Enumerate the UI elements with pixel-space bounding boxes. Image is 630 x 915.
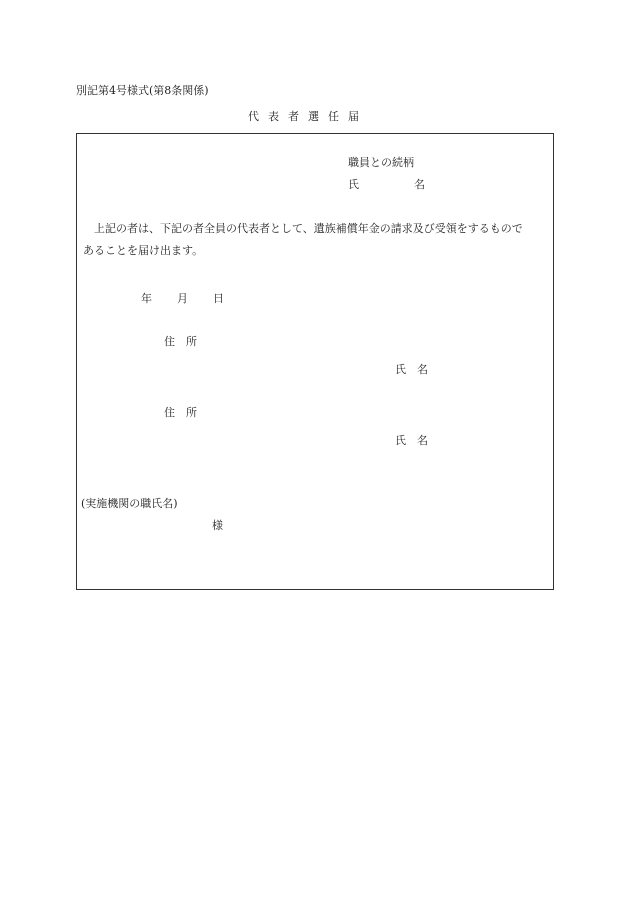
address-label-2: 住 所 xyxy=(164,406,197,419)
address-label-1: 住 所 xyxy=(164,335,197,348)
declaration-line-1: 上記の者は、下記の者全員の代表者として、遺族補償年金の請求及び受領をするもので xyxy=(94,222,523,235)
date-day-label: 日 xyxy=(213,292,224,305)
name-label-top: 氏 名 xyxy=(348,178,425,191)
honorific-label: 様 xyxy=(212,519,223,532)
form-box xyxy=(76,133,554,590)
declaration-text xyxy=(83,218,553,262)
recipient-label: (実施機関の職氏名) xyxy=(81,497,178,510)
declaration-line-2: あることを届け出ます。 xyxy=(83,244,204,257)
relationship-label: 職員との続柄 xyxy=(348,156,414,169)
date-month-label: 月 xyxy=(177,292,188,305)
form-number: 別記第4号様式(第8条関係) xyxy=(76,84,209,97)
name-label-2: 氏 名 xyxy=(395,434,428,447)
date-year-label: 年 xyxy=(141,292,152,305)
name-label-1: 氏 名 xyxy=(395,363,428,376)
form-title: 代表者選任届 xyxy=(248,110,368,123)
